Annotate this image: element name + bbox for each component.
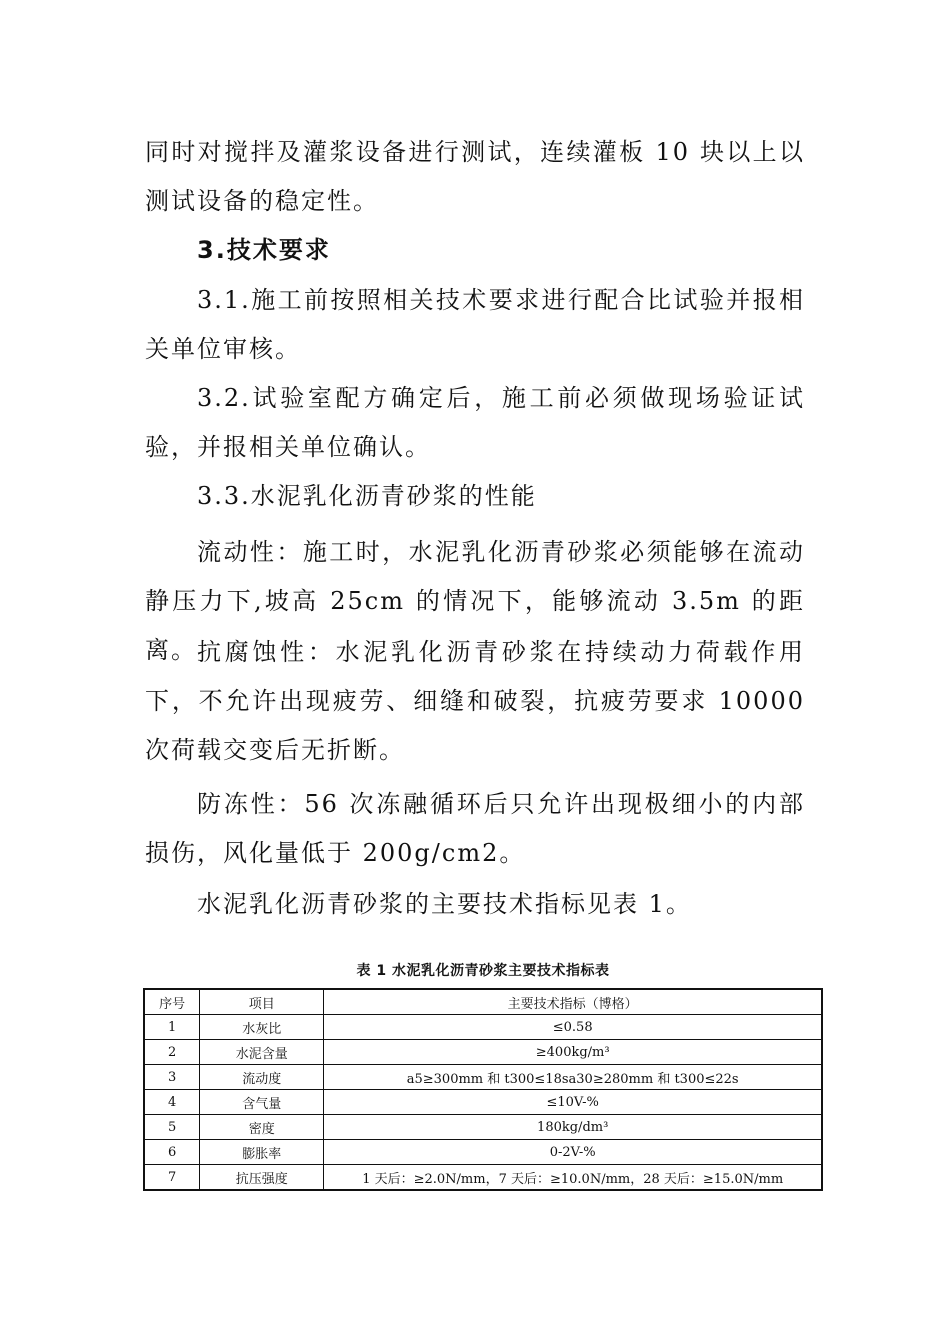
table-cell: ≤0.58 <box>324 1015 822 1040</box>
header-cell: 序号 <box>144 989 200 1015</box>
paragraph-3-2: 3.2.试验室配方确定后，施工前必须做现场验证试验，并报相关单位确认。 <box>145 384 805 461</box>
table-cell: 6 <box>144 1140 200 1165</box>
paragraph-frost-resistance: 防冻性：56 次冻融循环后只允许出现极细小的内部损伤，风化量低于 200g/cm2。 <box>145 790 805 867</box>
table-row <box>144 1090 822 1115</box>
table-cell: 1 <box>144 1015 200 1040</box>
paragraph-corrosion-resistance: 抗腐蚀性：水泥乳化沥青砂浆在持续动力荷载作用下，不允许出现疲劳、细缝和破裂，抗疲劳要求 10000 次荷载交变后无折断。 <box>145 638 805 764</box>
table-cell: 流动度 <box>200 1065 324 1090</box>
section-heading-tech-requirements: 3.技术要求 <box>197 236 331 264</box>
table-row <box>144 1115 822 1140</box>
table-cell: 180kg/dm³ <box>324 1115 822 1140</box>
paragraph-table-reference: 水泥乳化沥青砂浆的主要技术指标见表 1。 <box>197 890 692 918</box>
spec-table <box>143 988 823 1191</box>
table-cell: 密度 <box>200 1115 324 1140</box>
header-cell: 项目 <box>200 989 324 1015</box>
table-row <box>144 1015 822 1040</box>
table-caption: 表 1 水泥乳化沥青砂浆主要技术指标表 <box>356 963 610 979</box>
table-row <box>144 1065 822 1090</box>
table-cell: a5≥300mm 和 t300≤18sa30≥280mm 和 t300≤22s <box>324 1065 822 1090</box>
table-header-row <box>144 989 822 1015</box>
table-row <box>144 1040 822 1065</box>
header-cell: 主要技术指标（博格） <box>324 989 822 1015</box>
table-row <box>144 1165 822 1191</box>
table-cell: ≤10V-% <box>324 1090 822 1115</box>
table-cell: 膨胀率 <box>200 1140 324 1165</box>
table-cell: 水灰比 <box>200 1015 324 1040</box>
paragraph-3-3: 3.3.水泥乳化沥青砂浆的性能 <box>197 482 537 510</box>
table-cell: 4 <box>144 1090 200 1115</box>
table-cell: 含气量 <box>200 1090 324 1115</box>
paragraph-flowability: 流动性：施工时，水泥乳化沥青砂浆必须能够在流动静压力下,坡高 25cm 的情况下，能够流动 3.5m 的距离。 <box>145 538 805 664</box>
table-cell: 1 天后：≥2.0N/mm，7 天后：≥10.0N/mm，28 天后：≥15.0N/mm <box>324 1165 822 1191</box>
table-cell: 7 <box>144 1165 200 1191</box>
table-cell: ≥400kg/m³ <box>324 1040 822 1065</box>
paragraph-3-1: 3.1.施工前按照相关技术要求进行配合比试验并报相关单位审核。 <box>145 286 805 363</box>
table-cell: 0-2V-% <box>324 1140 822 1165</box>
table-cell: 3 <box>144 1065 200 1090</box>
table-cell: 抗压强度 <box>200 1165 324 1191</box>
table-cell: 2 <box>144 1040 200 1065</box>
table-cell: 水泥含量 <box>200 1040 324 1065</box>
table-cell: 5 <box>144 1115 200 1140</box>
table-row <box>144 1140 822 1165</box>
paragraph-testing: 同时对搅拌及灌浆设备进行测试，连续灌板 10 块以上以测试设备的稳定性。 <box>145 138 805 215</box>
